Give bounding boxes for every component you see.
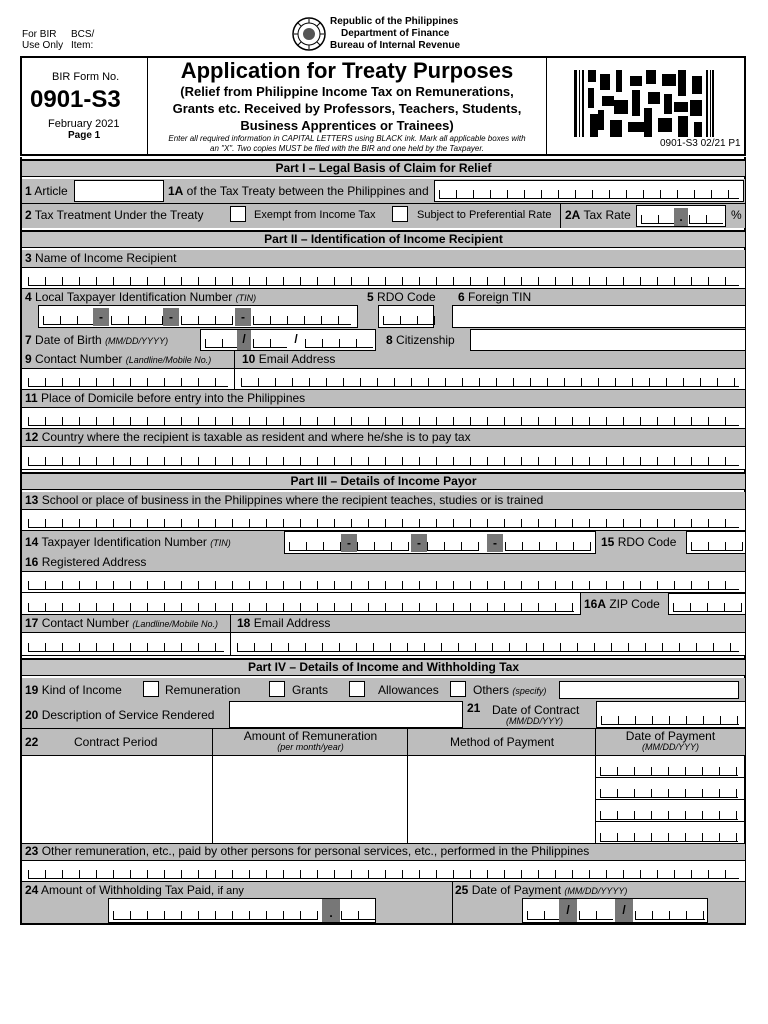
decimal-point: . <box>674 208 688 226</box>
others-hint: (specify) <box>512 686 547 696</box>
treaty-country-input[interactable] <box>434 180 744 202</box>
remuneration-label: Remuneration <box>165 683 241 697</box>
item-19-num: 19 <box>25 683 39 697</box>
payor-email-input[interactable] <box>230 632 745 656</box>
payor-contact-label: Contact Number <box>38 616 133 630</box>
amount-hint: (per month/year) <box>277 742 344 752</box>
item-13-num: 13 <box>25 493 39 507</box>
foreign-tin-label: Foreign TIN <box>464 290 532 304</box>
tax-rate-label: Tax Rate <box>580 208 631 222</box>
birth-date-input[interactable] <box>200 329 376 351</box>
local-tin-label: Local Taxpayer Identification Number <box>31 290 236 304</box>
bir-seal-icon <box>292 17 326 51</box>
email-label: Email Address <box>255 352 336 366</box>
citizenship-input[interactable] <box>470 329 745 351</box>
amount-cell[interactable] <box>213 757 407 843</box>
payor-rdo-input[interactable] <box>686 531 745 554</box>
others-label: Others <box>473 683 513 697</box>
contract-date-hint: (MM/DD/YYY) <box>506 716 563 726</box>
kind-of-income-label: Kind of Income <box>38 683 122 697</box>
domicile-label: Place of Domicile before entry into the Philippines <box>37 391 306 405</box>
grants-checkbox[interactable] <box>269 681 285 697</box>
item-21-num: 21 <box>467 701 481 715</box>
zip-code-label: ZIP Code <box>606 597 660 611</box>
tax-treatment-label: Tax Treatment Under the Treaty <box>31 208 204 222</box>
payor-tin-dash-1: - <box>341 534 357 552</box>
email-input[interactable] <box>234 368 745 390</box>
birth-date-label: Date of Birth <box>31 333 106 347</box>
citizenship-label: Citizenship <box>392 333 455 347</box>
item-3-num: 3 <box>25 251 32 265</box>
tax-rate-input[interactable] <box>636 205 726 227</box>
payor-tin-dash-3: - <box>487 534 503 552</box>
item-18-num: 18 <box>237 616 251 630</box>
item-10-num: 10 <box>242 352 256 366</box>
other-remuneration-input[interactable] <box>22 860 745 882</box>
contact-number-label: Contact Number <box>31 352 126 366</box>
method-header: Method of Payment <box>449 735 555 749</box>
item-1-num: 1 <box>25 184 32 198</box>
item-2-num: 2 <box>25 208 32 222</box>
agency-dof: Department of Finance <box>341 28 450 39</box>
foreign-tin-input[interactable] <box>452 305 745 328</box>
item-16-num: 16 <box>25 555 39 569</box>
registered-address-label: Registered Address <box>38 555 147 569</box>
exempt-checkbox[interactable] <box>230 206 246 222</box>
school-label: School or place of business in the Philippines where the recipient teaches, studies or is trained <box>38 493 544 507</box>
others-checkbox[interactable] <box>450 681 466 697</box>
form-label: BIR Form No. <box>52 71 120 83</box>
contact-number-input[interactable] <box>22 368 235 390</box>
form-date: February 2021 <box>48 118 120 130</box>
payor-tin-dash-2: - <box>411 534 427 552</box>
zip-code-input[interactable] <box>668 593 745 615</box>
page-number: Page 1 <box>68 130 101 141</box>
recipient-name-label: Name of Income Recipient <box>31 251 177 265</box>
rdo-code-label: RDO Code <box>373 290 436 304</box>
dob-slash-1: / <box>237 330 251 350</box>
agency-republic: Republic of the Philippines <box>330 16 459 27</box>
item-12-num: 12 <box>25 430 39 444</box>
bcs-label: BCS/ <box>71 29 95 40</box>
item-6-num: 6 <box>458 290 465 304</box>
part2-banner: Part II – Identification of Income Recipient <box>22 230 745 248</box>
instruction-note-1: Enter all required information in CAPITAL LETTERS using BLACK ink. Mark all applicable boxes with <box>168 134 526 143</box>
payor-tin-input[interactable] <box>284 531 596 554</box>
withholding-tax-label: Amount of Withholding Tax Paid, <box>38 883 218 897</box>
item-7-num: 7 <box>25 333 32 347</box>
form-subtitle-1: (Relief from Philippine Income Tax on Remunerations, <box>180 84 514 99</box>
item-2a-num: 2A <box>565 208 581 222</box>
treaty-country-label: of the Tax Treaty between the Philippines and <box>183 184 429 198</box>
contract-date-input[interactable] <box>596 701 745 728</box>
article-input[interactable] <box>74 180 164 202</box>
form-subtitle-2: Grants etc. Received by Professors, Teachers, Students, <box>172 101 522 116</box>
service-description-label: Description of Service Rendered <box>38 708 215 722</box>
school-input[interactable] <box>22 509 745 531</box>
payor-rdo-label: RDO Code <box>614 535 677 549</box>
item-5-num: 5 <box>367 290 374 304</box>
local-tin-input[interactable] <box>38 305 358 328</box>
amount-header: Amount of Remuneration <box>243 729 378 743</box>
percent-sign: % <box>731 208 742 222</box>
recipient-name-input[interactable] <box>22 267 745 289</box>
payment-date-cells[interactable] <box>596 757 745 843</box>
allowances-checkbox[interactable] <box>349 681 365 697</box>
for-bir-label: For BIR <box>22 29 57 40</box>
form-title: Application for Treaty Purposes <box>180 58 514 83</box>
service-description-input[interactable] <box>229 701 463 728</box>
birth-date-hint: (MM/DD/YYYY) <box>105 336 169 346</box>
date-of-payment-header: Date of Payment <box>625 729 716 743</box>
item-14-num: 14 <box>25 535 39 549</box>
payment-date-label: Date of Payment <box>468 883 565 897</box>
registered-address-input-1[interactable] <box>22 571 745 593</box>
remuneration-checkbox[interactable] <box>143 681 159 697</box>
tin-dash-2: - <box>163 308 179 326</box>
exempt-label: Exempt from Income Tax <box>254 209 376 221</box>
date-of-payment-hint: (MM/DD/YYY) <box>642 742 699 752</box>
item-25-num: 25 <box>455 883 469 897</box>
tin-dash-1: - <box>93 308 109 326</box>
form-subtitle-3: Business Apprentices or Trainees) <box>240 118 454 133</box>
contract-period-header: Contract Period <box>74 735 158 749</box>
contract-date-label: Date of Contract <box>492 703 580 717</box>
payor-contact-input[interactable] <box>22 632 231 656</box>
item-17-num: 17 <box>25 616 39 630</box>
payor-contact-hint: (Landline/Mobile No.) <box>132 619 218 629</box>
payment-date-hint: (MM/DD/YYYY) <box>564 886 628 896</box>
other-remuneration-label: Other remuneration, etc., paid by other persons for personal services, etc., performed in the Philippines <box>38 844 590 858</box>
registered-address-input-2[interactable] <box>22 593 581 615</box>
article-label: Article <box>31 184 68 198</box>
instruction-note-2: an "X". Two copies MUST be filed with the BIR and one held by the Taxpayer. <box>210 144 484 153</box>
barcode-code: 0901-S3 02/21 P1 <box>660 138 741 149</box>
contract-period-cell[interactable] <box>22 757 212 843</box>
item-11-num: 11 <box>25 391 38 405</box>
withholding-tax-hint: if any <box>217 885 244 897</box>
withholding-tax-input[interactable] <box>108 898 376 923</box>
allowances-label: Allowances <box>378 683 439 697</box>
item-22-num: 22 <box>25 735 39 749</box>
domicile-input[interactable] <box>22 407 745 429</box>
preferential-label: Subject to Preferential Rate <box>417 209 552 221</box>
pay-date-slash-1: / <box>559 899 577 922</box>
preferential-checkbox[interactable] <box>392 206 408 222</box>
item-8-num: 8 <box>386 333 393 347</box>
part4-banner: Part IV – Details of Income and Withholding Tax <box>22 658 745 676</box>
barcode-icon <box>574 70 714 137</box>
method-cell[interactable] <box>408 757 595 843</box>
contact-number-hint: (Landline/Mobile No.) <box>125 355 212 365</box>
item-24-num: 24 <box>25 883 39 897</box>
use-only-label: Use Only <box>22 40 64 51</box>
form-number: 0901-S3 <box>30 86 121 113</box>
local-tin-hint: (TIN) <box>235 293 257 303</box>
pay-date-slash-2: / <box>615 899 633 922</box>
item-15-num: 15 <box>601 535 615 549</box>
withholding-decimal: . <box>322 899 340 922</box>
tin-dash-3: - <box>235 308 251 326</box>
payment-date-input[interactable] <box>522 898 708 923</box>
part3-banner: Part III – Details of Income Payor <box>22 472 745 490</box>
item-label: Item: <box>71 40 94 51</box>
agency-bir: Bureau of Internal Revenue <box>330 40 461 51</box>
payor-tin-label: Taxpayer Identification Number <box>38 535 211 549</box>
grants-label: Grants <box>292 683 329 697</box>
item-16a-num: 16A <box>584 597 607 611</box>
item-20-num: 20 <box>25 708 39 722</box>
rdo-code-input[interactable] <box>378 305 434 328</box>
part1-banner: Part I – Legal Basis of Claim for Relief <box>22 159 745 177</box>
dob-slash-2: / <box>289 330 303 350</box>
item-23-num: 23 <box>25 844 39 858</box>
item-1a-num: 1A <box>168 184 184 198</box>
payor-email-label: Email Address <box>250 616 331 630</box>
tax-residence-input[interactable] <box>22 446 745 470</box>
others-specify-input[interactable] <box>559 681 739 699</box>
payor-tin-hint: (TIN) <box>210 538 231 548</box>
item-4-num: 4 <box>25 290 32 304</box>
item-9-num: 9 <box>25 352 32 366</box>
tax-residence-label: Country where the recipient is taxable as resident and where he/she is to pay tax <box>38 430 471 444</box>
